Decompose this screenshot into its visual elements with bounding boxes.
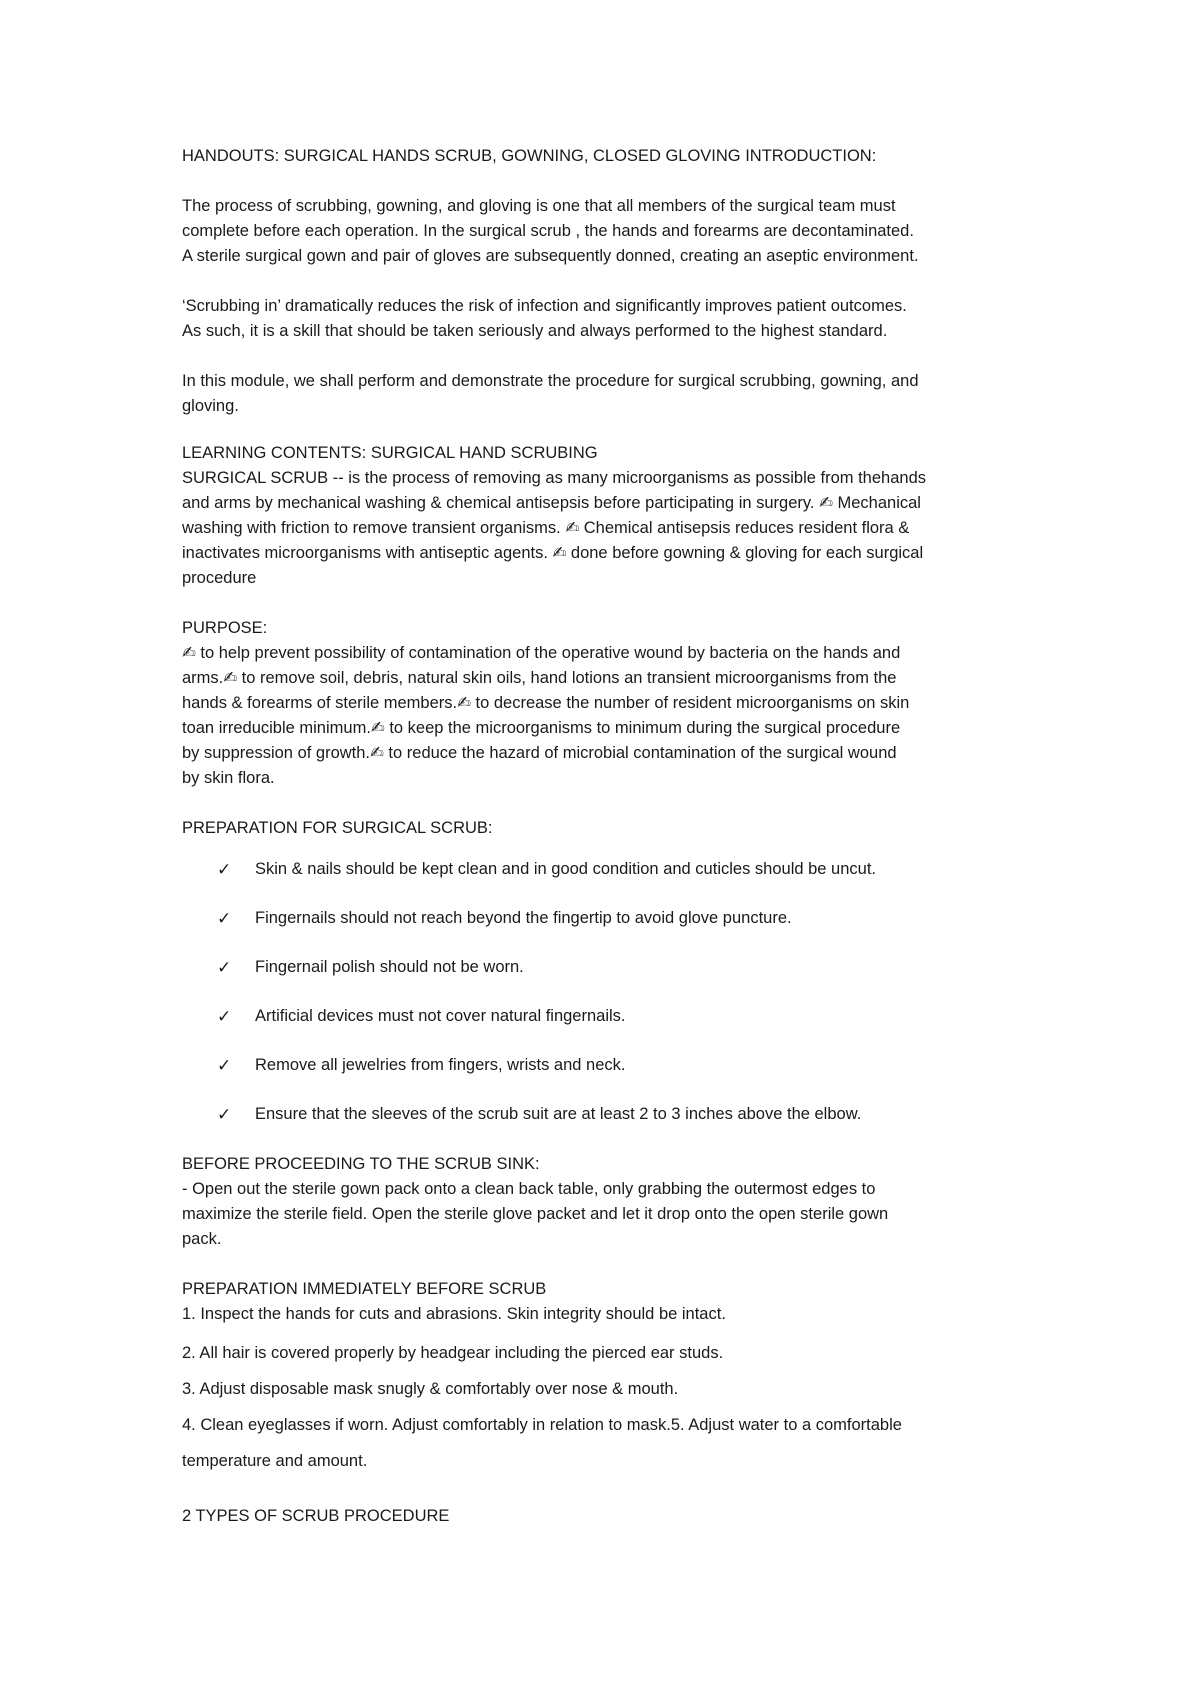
checkmark-icon: ✓ xyxy=(217,860,232,879)
text-line: ✍ to help prevent possibility of contamination of the operative wound by bacteria on the hands and xyxy=(182,644,901,662)
section-heading: PREPARATION FOR SURGICAL SCRUB: xyxy=(182,819,493,837)
text-line: toan irreducible minimum.✍ to keep the microorganisms to minimum during the surgical procedure xyxy=(182,719,901,737)
checklist-item-text: Ensure that the sleeves of the scrub suit are at least 2 to 3 inches above the elbow. xyxy=(255,1105,862,1123)
text-line: ‘Scrubbing in’ dramatically reduces the risk of infection and significantly improves patient outcomes. xyxy=(182,297,907,315)
text-line: complete before each operation. In the surgical scrub , the hands and forearms are decontaminated. xyxy=(182,222,914,240)
document-page xyxy=(182,144,1037,1529)
text-line: In this module, we shall perform and demonstrate the procedure for surgical scrubbing, gowning, and xyxy=(182,372,919,390)
intro-paragraph-3 xyxy=(182,369,1037,419)
checklist-item xyxy=(182,1053,1037,1078)
checklist-item-text: Artificial devices must not cover natural fingernails. xyxy=(255,1007,626,1025)
numbered-step: 1. Inspect the hands for cuts and abrasions. Skin integrity should be intact. xyxy=(182,1305,726,1323)
document-title: HANDOUTS: SURGICAL HANDS SCRUB, GOWNING, CLOSED GLOVING INTRODUCTION: xyxy=(182,147,877,165)
numbered-step: 4. Clean eyeglasses if worn. Adjust comfortably in relation to mask.5. Adjust water to a comfortable xyxy=(182,1416,902,1434)
checklist-item xyxy=(182,906,1037,931)
section-heading: PURPOSE: xyxy=(182,619,268,637)
checkmark-icon: ✓ xyxy=(217,958,232,977)
checkmark-icon: ✓ xyxy=(217,1007,232,1026)
checklist xyxy=(182,857,1037,1127)
text-line: by suppression of growth.✍ to reduce the hazard of microbial contamination of the surgical wound xyxy=(182,744,897,762)
text-line: - Open out the sterile gown pack onto a clean back table, only grabbing the outermost edges to xyxy=(182,1180,876,1198)
checkmark-icon: ✓ xyxy=(217,909,232,928)
text-line: As such, it is a skill that should be taken seriously and always performed to the highest standard. xyxy=(182,322,888,340)
purpose-section xyxy=(182,616,1037,791)
text-line: washing with friction to remove transient organisms. ✍ Chemical antisepsis reduces resident flora & xyxy=(182,519,910,537)
text-line: maximize the sterile field. Open the sterile glove packet and let it drop onto the open sterile gown xyxy=(182,1205,889,1223)
text-line: SURGICAL SCRUB -- is the process of removing as many microorganisms as possible from thehands xyxy=(182,469,926,487)
checklist-item xyxy=(182,857,1037,882)
text-line: hands & forearms of sterile members.✍ to decrease the number of resident microorganisms on skin xyxy=(182,694,910,712)
text-line: procedure xyxy=(182,569,257,587)
immediately-before-section xyxy=(182,1277,1037,1479)
checkmark-icon: ✓ xyxy=(217,1105,232,1124)
learning-contents-section xyxy=(182,441,1037,591)
section-heading: 2 TYPES OF SCRUB PROCEDURE xyxy=(182,1507,450,1525)
numbered-step: 3. Adjust disposable mask snugly & comfortably over nose & mouth. xyxy=(182,1380,679,1398)
text-line: gloving. xyxy=(182,397,239,415)
intro-paragraph-1 xyxy=(182,194,1037,269)
text-line: A sterile surgical gown and pair of gloves are subsequently donned, creating an aseptic environment. xyxy=(182,247,919,265)
checklist-item-text: Fingernail polish should not be worn. xyxy=(255,958,524,976)
text-line: by skin flora. xyxy=(182,769,275,787)
text-line: inactivates microorganisms with antiseptic agents. ✍ done before gowning & gloving for each surgical xyxy=(182,544,924,562)
checklist-item xyxy=(182,955,1037,980)
before-sink-section xyxy=(182,1152,1037,1252)
checklist-item-text: Remove all jewelries from fingers, wrists and neck. xyxy=(255,1056,626,1074)
numbered-step: 2. All hair is covered properly by headgear including the pierced ear studs. xyxy=(182,1344,724,1362)
checklist-item xyxy=(182,1004,1037,1029)
text-line: pack. xyxy=(182,1230,222,1248)
intro-paragraph-2 xyxy=(182,294,1037,344)
checklist-item-text: Skin & nails should be kept clean and in good condition and cuticles should be uncut. xyxy=(255,860,877,878)
text-line: The process of scrubbing, gowning, and gloving is one that all members of the surgical team must xyxy=(182,197,896,215)
checklist-item-text: Fingernails should not reach beyond the fingertip to avoid glove puncture. xyxy=(255,909,792,927)
section-heading: BEFORE PROCEEDING TO THE SCRUB SINK: xyxy=(182,1155,540,1173)
preparation-section xyxy=(182,816,1037,1127)
checkmark-icon: ✓ xyxy=(217,1056,232,1075)
text-line: and arms by mechanical washing & chemical antisepsis before participating in surgery. ✍ Mechanical xyxy=(182,494,921,512)
text-line: arms.✍ to remove soil, debris, natural skin oils, hand lotions an transient microorganisms from the xyxy=(182,669,897,687)
section-heading: PREPARATION IMMEDIATELY BEFORE SCRUB xyxy=(182,1280,547,1298)
numbered-step: temperature and amount. xyxy=(182,1452,368,1470)
section-heading: LEARNING CONTENTS: SURGICAL HAND SCRUBING xyxy=(182,444,598,462)
checklist-item xyxy=(182,1102,1037,1127)
